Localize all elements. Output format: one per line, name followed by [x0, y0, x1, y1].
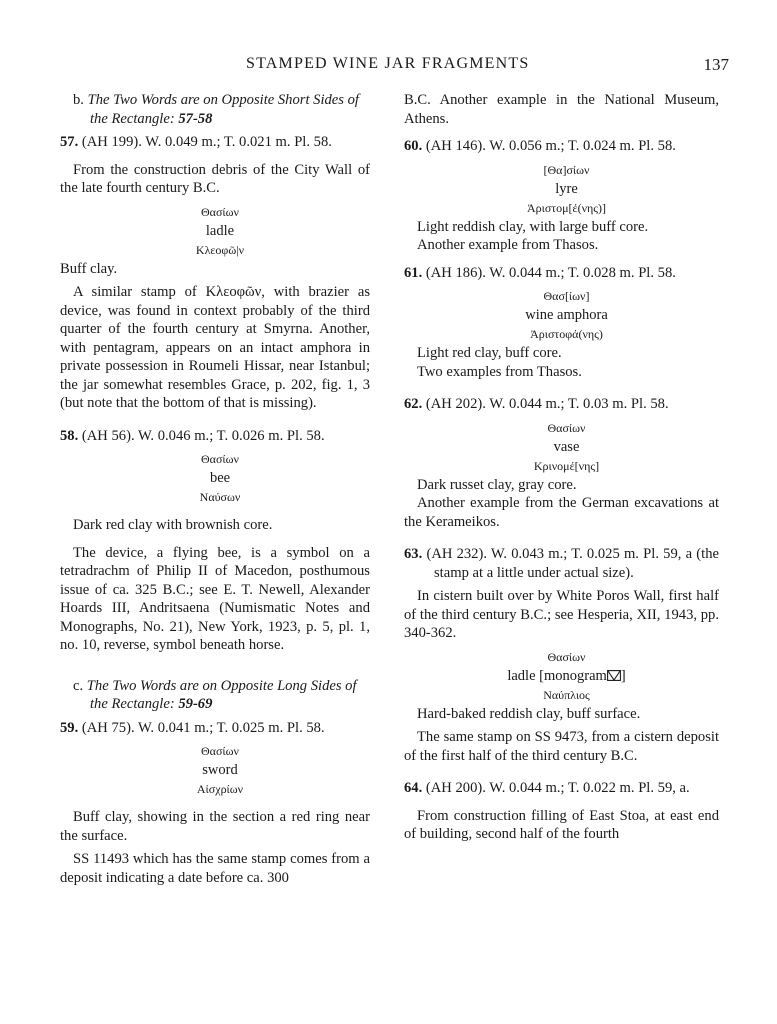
entry-59-note: SS 11493 which has the same stamp comes from a deposit indicating a date before ca. 300: [60, 851, 370, 886]
entry-62-clay: Dark russet clay, gray core.: [417, 476, 577, 493]
entry-63-header: 63. (AH 232). W. 0.043 m.; T. 0.025 m. Pl. 59, a (the stamp at a little under actual size).: [404, 546, 719, 581]
entry-59-stamp: Θασίων sword Αἰσχρίων: [196, 744, 244, 796]
entry-58-stamp: Θασίων bee Ναύσων: [199, 452, 241, 504]
entry-58-clay: Dark red clay with brownish core.: [73, 517, 273, 533]
entry-62-note: Another example from the German excavations at the Kerameikos.: [404, 495, 719, 530]
entry-58-header: 58. (AH 56). W. 0.046 m.; T. 0.026 m. Pl. 58.: [60, 427, 325, 444]
entry-64-header: 64. (AH 200). W. 0.044 m.; T. 0.022 m. Pl. 59, a.: [404, 780, 690, 796]
entry-63-note: The same stamp on SS 9473, from a cistern deposit of the first half of the third century B.C.: [404, 729, 719, 764]
entry-61-note: Two examples from Thasos.: [417, 363, 582, 380]
running-head: [0, 55, 777, 79]
entry-57-note: A similar stamp of Κλεοφῶν, with brazier as device, was found in context probably of the third quarter of the fourth century at Smyrna. Another, with pentagram, appears on an intact amphora in private possession in Roumeli Hissar, near Istanbul; the jar somewhat resembles Grace, p. 202, fig. 1, 3 (but note that the bottom of that is missing).: [60, 284, 370, 411]
entry-57-header: 57. (AH 199). W. 0.049 m.; T. 0.021 m. Pl. 58.: [60, 134, 332, 150]
entry-63-clay: Hard-baked reddish clay, buff surface.: [417, 705, 641, 722]
entry-60-note: Another example from Thasos.: [417, 237, 599, 253]
entry-57-provenance: From the construction debris of the City Wall of the late fourth century B.C.: [60, 161, 370, 196]
entry-61-stamp: Θασ[ίων] wine amphora Ἀριστοφά(νης): [525, 289, 608, 341]
entry-59-clay: Buff clay, showing in the section a red ring near the surface.: [60, 809, 370, 844]
right-column: [404, 91, 719, 844]
entry-63-stamp: Θασίων ladle [monogram ] Ναύπλιος: [507, 649, 626, 702]
continuation-text: B.C. Another example in the National Museum, Athens.: [404, 92, 719, 127]
entry-60-header: 60. (AH 146). W. 0.056 m.; T. 0.024 m. Pl. 58.: [404, 138, 676, 154]
monogram-icon: [607, 670, 621, 681]
entry-57-clay: Buff clay.: [60, 260, 118, 277]
left-column: [60, 91, 370, 887]
page-number: 137: [703, 55, 729, 74]
entry-62-header: 62. (AH 202). W. 0.044 m.; T. 0.03 m. Pl. 58.: [404, 396, 669, 412]
entry-61-clay: Light red clay, buff core.: [417, 345, 562, 361]
entry-60-stamp: [Θα]σίων lyre Ἀριστομ[έ(νης)]: [526, 162, 607, 215]
entry-62-stamp: Θασίων vase Κρινομέ[νης]: [533, 420, 600, 473]
section-c-heading: c. The Two Words are on Opposite Long Sides of the Rectangle: 59-69: [73, 677, 357, 712]
entry-63-provenance: In cistern built over by White Poros Wall, first half of the third century B.C.; see Hesperia, XII, 1943, pp. 340-362.: [404, 588, 719, 641]
entry-60-clay: Light reddish clay, with large buff core.: [417, 218, 649, 235]
entry-64-provenance: From construction filling of East Stoa, at east end of building, second half of the fourth: [404, 807, 719, 842]
section-b-heading: b. The Two Words are on Opposite Short Sides of the Rectangle: 57-58: [73, 92, 359, 127]
entry-58-note: The device, a flying bee, is a symbol on a tetradrachm of Philip II of Macedon, posthumous issue of ca. 325 B.C.; see E. T. Newell, Alexander Hoards III, Andritsaena (Numismatic Notes and Monographs, No. 21), New York, 1923, p. 5, pl. 1, no. 10, reverse, symbol beneath horse.: [60, 544, 370, 653]
entry-61-header: 61. (AH 186). W. 0.044 m.; T. 0.028 m. Pl. 58.: [404, 264, 676, 281]
running-title: STAMPED WINE JAR FRAGMENTS: [246, 55, 530, 72]
entry-59-header: 59. (AH 75). W. 0.041 m.; T. 0.025 m. Pl. 58.: [60, 719, 325, 736]
entry-57-stamp: Θασίων ladle Κλεοφῶ|ν: [195, 204, 245, 257]
